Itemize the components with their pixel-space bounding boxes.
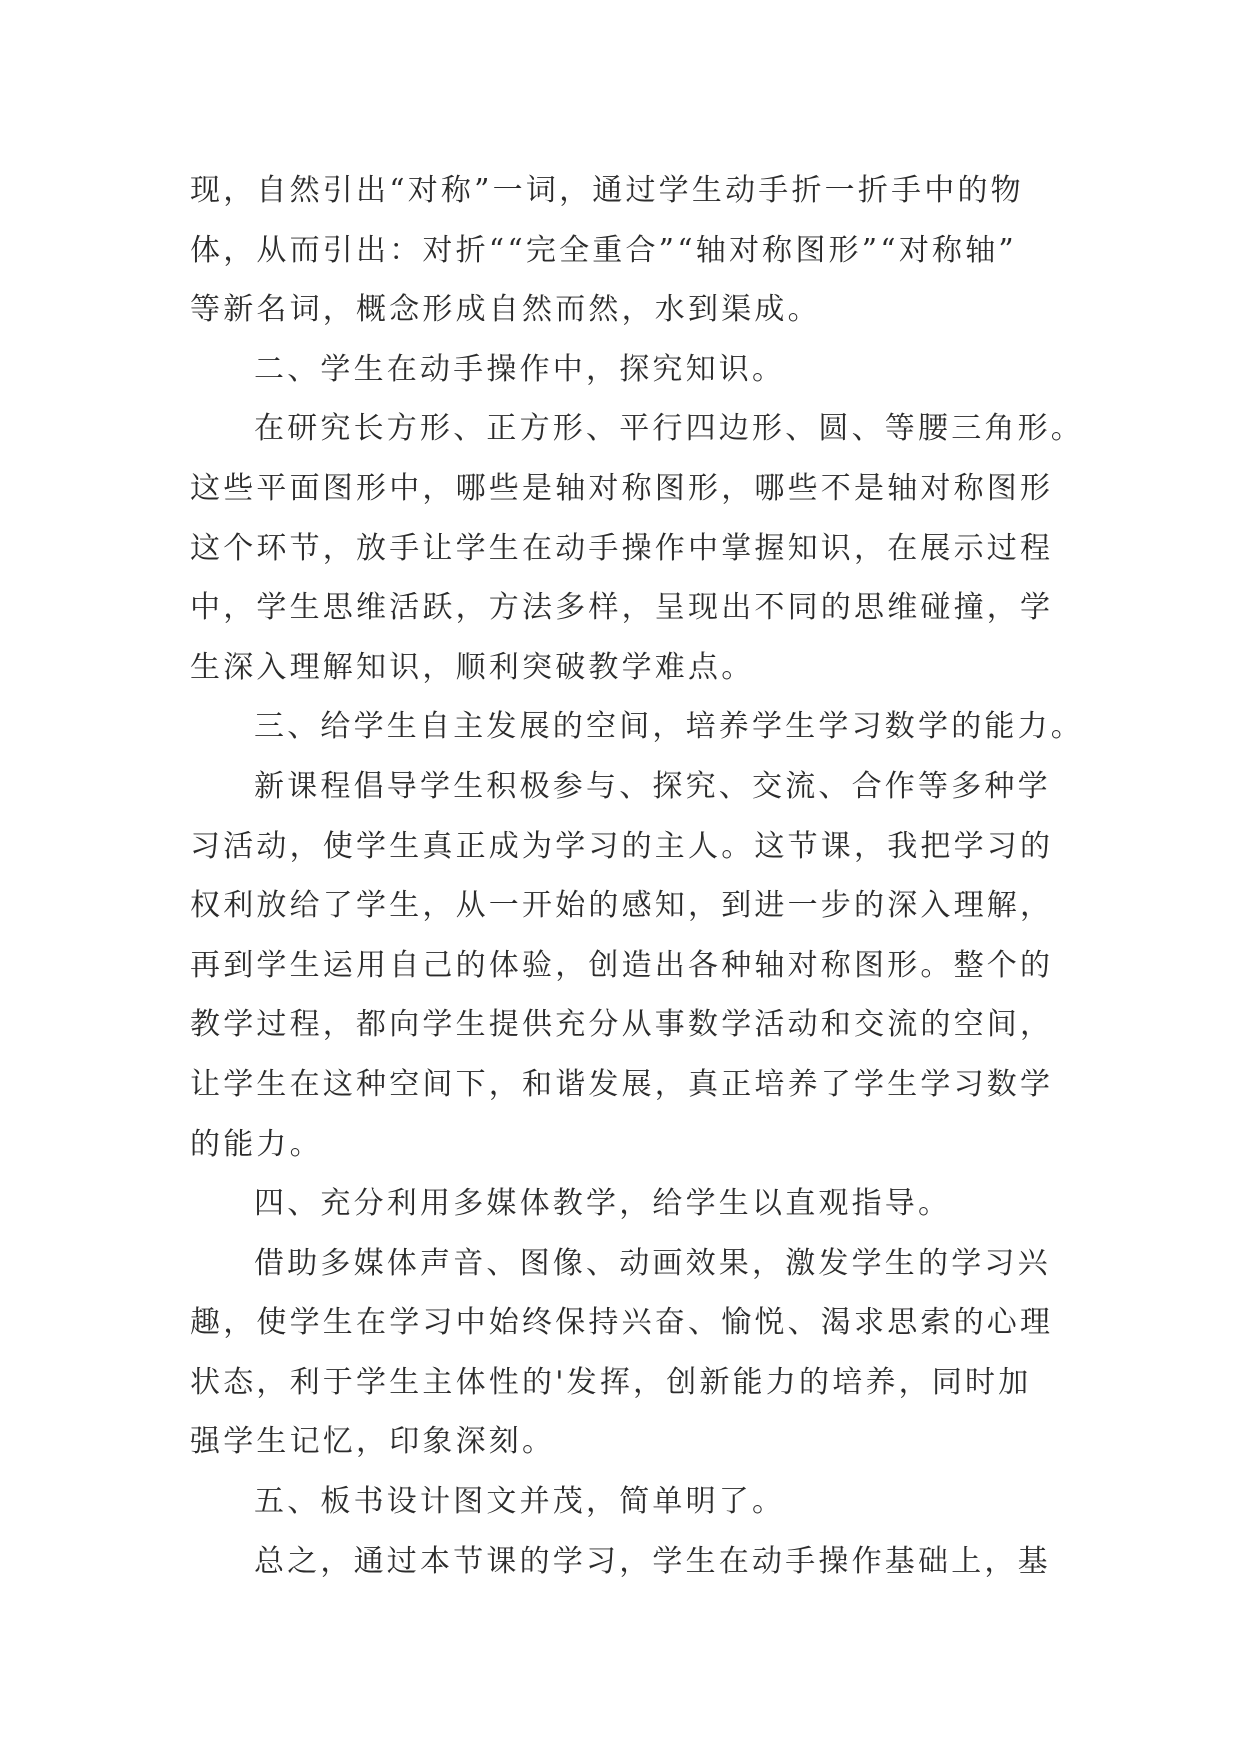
- text-line: 习活动，使学生真正成为学习的主人。这节课，我把学习的: [190, 828, 1054, 864]
- text-line: 中，学生思维活跃，方法多样，呈现出不同的思维碰撞，学: [190, 590, 1054, 626]
- text-line: 生深入理解知识，顺利突破教学难点。: [190, 649, 755, 685]
- section-heading: 五、板书设计图文并茂，简单明了。: [254, 1484, 786, 1520]
- text-line: 状态，利于学生主体性的'发挥，创新能力的培养，同时加: [190, 1364, 1032, 1400]
- text-line: 这些平面图形中，哪些是轴对称图形，哪些不是轴对称图形: [190, 470, 1054, 506]
- text-line: 这个环节，放手让学生在动手操作中掌握知识，在展示过程: [190, 530, 1054, 566]
- section-heading: 三、给学生自主发展的空间，培养学生学习数学的能力。: [254, 709, 1084, 745]
- paragraph-start: 新课程倡导学生积极参与、探究、交流、合作等多种学: [254, 768, 1051, 804]
- body-text: [190, 161, 1084, 1591]
- paragraph-start: 总之，通过本节课的学习，学生在动手操作基础上，基: [254, 1543, 1051, 1579]
- text-line: 让学生在这种空间下，和谐发展，真正培养了学生学习数学: [190, 1066, 1054, 1102]
- section-heading: 四、充分利用多媒体教学，给学生以直观指导。: [254, 1186, 952, 1222]
- text-line: 教学过程，都向学生提供充分从事数学活动和交流的空间，: [190, 1007, 1054, 1043]
- text-line: 强学生记忆，印象深刻。: [190, 1424, 556, 1460]
- text-line: 权利放给了学生，从一开始的感知，到进一步的深入理解，: [190, 888, 1054, 924]
- text-line: 现，自然引出“对称”一词，通过学生动手折一折手中的物: [190, 173, 1024, 208]
- paragraph-start: 在研究长方形、正方形、平行四边形、圆、等腰三角形。: [254, 411, 1084, 447]
- text-line: 等新名词，概念形成自然而然，水到渠成。: [190, 292, 821, 328]
- text-line: 再到学生运用自己的体验，创造出各种轴对称图形。整个的: [190, 947, 1054, 983]
- paragraph-start: 借助多媒体声音、图像、动画效果，激发学生的学习兴: [254, 1245, 1051, 1281]
- section-heading: 二、学生在动手操作中，探究知识。: [254, 351, 786, 387]
- text-line: 的能力。: [190, 1126, 323, 1162]
- text-line: 趣，使学生在学习中始终保持兴奋、愉悦、渴求思索的心理: [190, 1305, 1054, 1341]
- text-line: 体，从而引出：对折““完全重合”“轴对称图形”“对称轴”: [190, 232, 1017, 268]
